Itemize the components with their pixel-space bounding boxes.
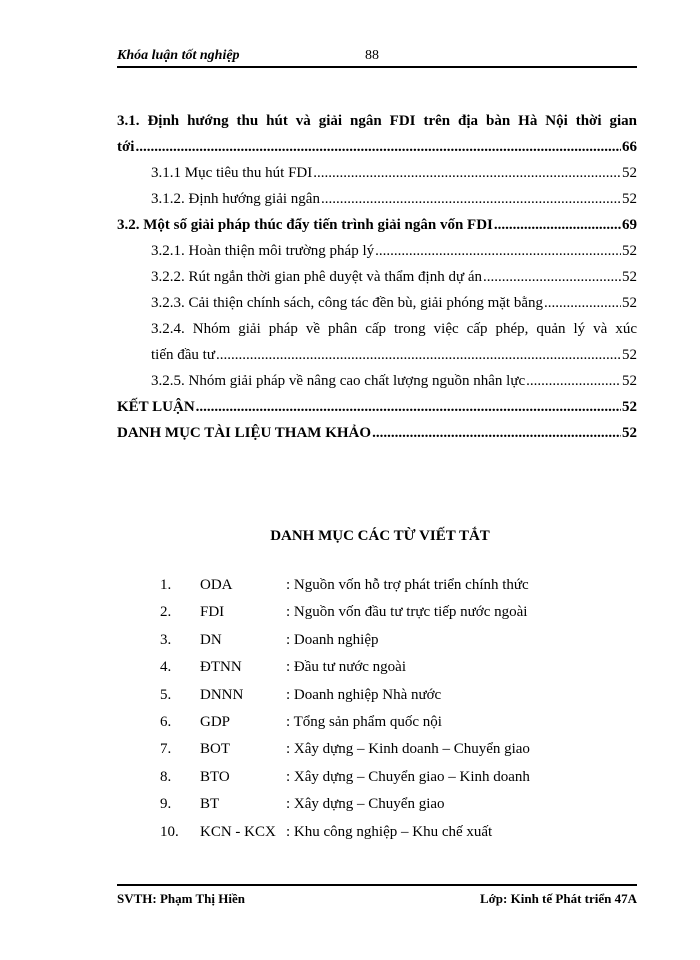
abbr-definition: : Nguồn vốn đầu tư trực tiếp nước ngoài [286, 604, 528, 621]
leader-dots [135, 134, 621, 160]
leader-dots [375, 238, 621, 264]
abbr-code: ODA [200, 577, 233, 593]
toc-page-number: 69 [622, 217, 637, 233]
toc-entry-text: KẾT LUẬN [117, 399, 195, 415]
toc-page-number: 52 [622, 373, 637, 389]
abbr-code: GDP [200, 713, 231, 730]
toc-entry[interactable] [117, 186, 637, 212]
leader-dots [372, 420, 621, 446]
leader-dots [196, 394, 621, 420]
page-header [117, 46, 637, 68]
leader-dots [216, 342, 621, 368]
row-number: 8. [160, 768, 172, 785]
page-number: 88 [365, 48, 379, 63]
abbr-code: BT [200, 796, 220, 813]
abbreviations-title: DANH MỤC CÁC TỪ VIẾT TẮT [270, 528, 490, 544]
toc-entry[interactable] [117, 316, 637, 368]
abbr-code: ĐTNN [200, 659, 242, 676]
abbr-definition: : Doanh nghiệp Nhà nước [286, 686, 442, 703]
toc-entry-text: 3.2.2. Rút ngắn thời gian phê duyệt và thẩm định dự án [151, 269, 483, 285]
toc-entry-text: 3.2. Một số giải pháp thúc đẩy tiến trình giải ngân vốn FDI [117, 217, 493, 233]
toc-entry-text-cont: tới [117, 139, 135, 155]
abbreviation-row [160, 599, 600, 626]
abbr-code: DNNN [200, 686, 244, 703]
leader-dots [494, 212, 621, 238]
row-number: 4. [160, 659, 172, 676]
abbr-code: KCN - KCX [200, 823, 276, 840]
toc-entry-text: 3.2.5. Nhóm giải pháp về nâng cao chất lượng nguồn nhân lực [151, 373, 526, 389]
toc-entry[interactable] [117, 264, 637, 290]
toc-entry-text: 3.1. Định hướng thu hút và giải ngân FDI trên địa bàn Hà Nội thời gian [117, 113, 637, 129]
abbreviation-row [160, 791, 600, 818]
toc-page-number: 66 [622, 139, 637, 155]
toc-page-number: 52 [622, 425, 637, 441]
abbr-code: FDI [200, 604, 225, 621]
toc-page-number: 52 [622, 295, 637, 311]
toc-entry[interactable] [117, 368, 637, 394]
leader-dots [313, 160, 621, 186]
abbr-definition: : Xây dựng – Chuyển giao – Kinh doanh [286, 768, 530, 785]
toc-entry-text: 3.2.3. Cải thiện chính sách, công tác đền bù, giải phóng mặt bằng [151, 295, 543, 311]
abbreviation-row [160, 764, 600, 791]
toc-entry[interactable] [117, 108, 637, 160]
toc-entry-text: 3.1.1 Mục tiêu thu hút FDI [151, 165, 313, 181]
abbreviation-list [160, 572, 600, 846]
table-of-contents [117, 108, 637, 446]
toc-page-number: 52 [622, 243, 637, 259]
leader-dots [544, 290, 621, 316]
leader-dots [483, 264, 621, 290]
abbr-definition: : Xây dựng – Kinh doanh – Chuyển giao [286, 741, 530, 758]
abbr-definition: : Xây dựng – Chuyển giao [286, 796, 445, 813]
toc-entry[interactable] [117, 238, 637, 264]
leader-dots [321, 186, 621, 212]
abbr-definition: : Doanh nghiệp [286, 631, 379, 648]
row-number: 5. [160, 686, 172, 703]
header-title: Khóa luận tốt nghiệp [117, 48, 240, 63]
abbreviation-row [160, 682, 600, 709]
row-number: 1. [160, 577, 172, 593]
toc-entry[interactable] [117, 212, 637, 238]
toc-page-number: 52 [622, 191, 637, 207]
abbreviation-row [160, 627, 600, 654]
row-number: 6. [160, 713, 172, 730]
footer-class: Lớp: Kinh tế Phát triển 47A [479, 891, 637, 906]
abbr-code: DN [200, 631, 222, 648]
abbr-code: BTO [200, 768, 230, 785]
toc-entry-text: 3.2.1. Hoàn thiện môi trường pháp lý [151, 243, 375, 259]
row-number: 7. [160, 741, 172, 758]
abbr-definition: : Tổng sản phẩm quốc nội [286, 713, 442, 730]
toc-entry-text: 3.1.2. Định hướng giải ngân [151, 191, 320, 207]
abbreviation-row [160, 709, 600, 736]
row-number: 9. [160, 796, 172, 813]
row-number: 10. [160, 823, 179, 840]
leader-dots [526, 368, 621, 394]
abbreviation-row [160, 654, 600, 681]
abbr-definition: : Khu công nghiệp – Khu chế xuất [286, 823, 493, 840]
page-footer [117, 884, 637, 906]
toc-entry[interactable] [117, 420, 637, 446]
toc-page-number: 52 [622, 399, 637, 415]
toc-entry[interactable] [117, 394, 637, 420]
row-number: 2. [160, 604, 172, 621]
toc-entry[interactable] [117, 290, 637, 316]
toc-page-number: 52 [622, 269, 637, 285]
toc-entry-text: 3.2.4. Nhóm giải pháp về phân cấp trong việc cấp phép, quản lý và xúc [151, 321, 637, 337]
abbr-code: BOT [200, 741, 230, 758]
toc-entry-text: DANH MỤC TÀI LIỆU THAM KHẢO [117, 425, 372, 441]
footer-student: SVTH: Phạm Thị Hiền [117, 891, 245, 906]
toc-page-number: 52 [622, 165, 637, 181]
toc-entry[interactable] [117, 160, 637, 186]
row-number: 3. [160, 631, 172, 648]
abbreviation-row [160, 736, 600, 763]
toc-entry-text-cont: tiến đầu tư [151, 347, 215, 363]
abbr-definition: : Nguồn vốn hỗ trợ phát triển chính thức [286, 577, 529, 593]
toc-page-number: 52 [622, 347, 637, 363]
abbreviation-row [160, 819, 600, 846]
abbreviation-row [160, 572, 600, 599]
abbr-definition: : Đầu tư nước ngoài [286, 659, 406, 676]
